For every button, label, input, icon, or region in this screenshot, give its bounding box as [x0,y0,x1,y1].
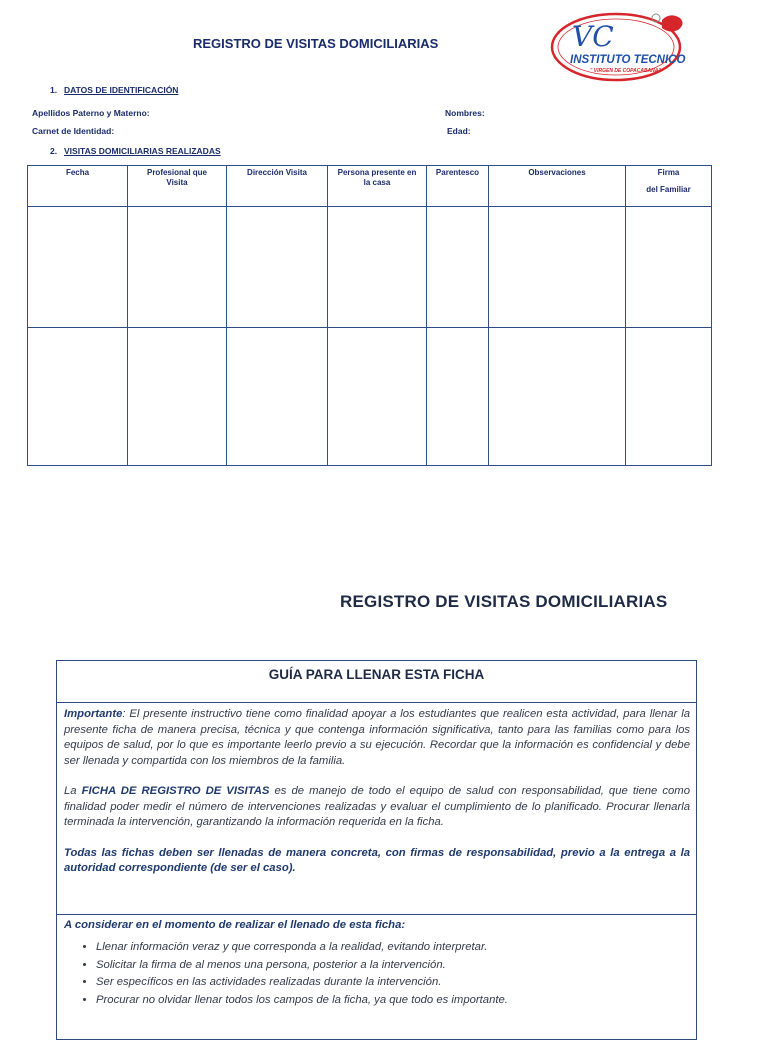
list-item: • Llenar información veraz y que corresponda a la realidad, evitando interpretar. [96,939,689,957]
table-row [28,207,712,328]
logo-subtitle: " VIRGEN DE COPACABANA" [590,68,661,74]
column-header-direccion: Dirección Visita [227,166,328,207]
table-cell-persona[interactable] [328,207,427,328]
guide-paragraph-firmas: Todas las fichas deben ser llenadas de manera concreta, con firmas de responsabilidad, previo a la entrega a la autoridad correspondiente (de ser el caso). [64,846,690,874]
logo-monogram: VC [572,20,614,53]
field-edad-label: Edad: [447,126,471,136]
logo-emblem [550,10,690,84]
section-identification [50,85,178,95]
column-header-firma: Firma del Familiar [626,166,712,207]
field-nombres-label: Nombres: [445,108,485,118]
list-item: • Ser específicos en las actividades realizadas durante la intervención. [96,974,689,992]
guide-body [57,703,696,915]
table-cell-persona[interactable] [328,328,427,466]
table-cell-firma[interactable] [626,207,712,328]
list-item: • Procurar no olvidar llenar todos los campos de la ficha, ya que todo es importante. [96,992,689,1010]
table-row [28,328,712,466]
consider-title: A considerar en el momento de realizar el llenado de esta ficha: [64,919,406,931]
table-cell-direccion[interactable] [227,328,328,466]
guide-paragraph-importante: Importante: El presente instructivo tiene como finalidad apoyar a los estudiantes que realicen esta actividad, para llenar la presente ficha de manera precisa, técnica y que contenga información significativa, tanto para las familias como para los equipos de salud, por lo que es importante leerlo previo a su ejecución. Recordar que la información es confidencial y debe ser llenada y compartida con los miembros de la familia. [64,708,690,767]
table-cell-observaciones[interactable] [489,328,626,466]
section-title: DATOS DE IDENTIFICACIÓN [64,85,179,95]
column-header-persona: Persona presente en la casa [328,166,427,207]
column-header-fecha: Fecha [28,166,128,207]
section-visits [50,146,221,156]
institute-logo [550,10,690,84]
table-header-row [28,166,712,207]
visits-table [27,165,712,466]
guide-title: GUÍA PARA LLENAR ESTA FICHA [57,661,696,703]
ficha-name: FICHA DE REGISTRO DE VISITAS [81,785,270,797]
table-cell-parentesco[interactable] [427,207,489,328]
column-header-observaciones: Observaciones [489,166,626,207]
section-number: 1. [50,85,58,95]
table-cell-observaciones[interactable] [489,207,626,328]
column-header-profesional: Profesional que Visita [128,166,227,207]
table-cell-profesional[interactable] [128,328,227,466]
table-cell-profesional[interactable] [128,207,227,328]
table-cell-fecha[interactable] [28,207,128,328]
table-cell-fecha[interactable] [28,328,128,466]
list-item: • Solicitar la firma de al menos una persona, posterior a la intervención. [96,957,689,975]
section-title: VISITAS DOMICILIARIAS REALIZADAS [64,146,221,156]
section-number: 2. [50,146,58,156]
logo-name: INSTITUTO TECNICO [570,54,686,66]
page-title: REGISTRO DE VISITAS DOMICILIARIAS [193,36,439,51]
table-cell-parentesco[interactable] [427,328,489,466]
importante-label: Importante [64,708,123,720]
table-cell-direccion[interactable] [227,207,328,328]
field-apellidos-label: Apellidos Paterno y Materno: [32,108,150,118]
column-header-parentesco: Parentesco [427,166,489,207]
table-cell-firma[interactable] [626,328,712,466]
guide-page-title: REGISTRO DE VISITAS DOMICILIARIAS [340,592,668,611]
guide-paragraph-ficha: La FICHA DE REGISTRO DE VISITAS es de manejo de todo el equipo de salud con responsabilidad, que tiene como finalidad poder medir el número de intervenciones realizadas y evaluar el cumplimiento de lo planificado. Procurar llenarla terminada la intervención, garantizando la información requerida en la ficha. [64,785,690,828]
consider-section [57,915,696,1013]
consider-list [64,939,689,1009]
field-carnet-label: Carnet de Identidad: [32,126,115,136]
guide-box [56,660,697,1040]
